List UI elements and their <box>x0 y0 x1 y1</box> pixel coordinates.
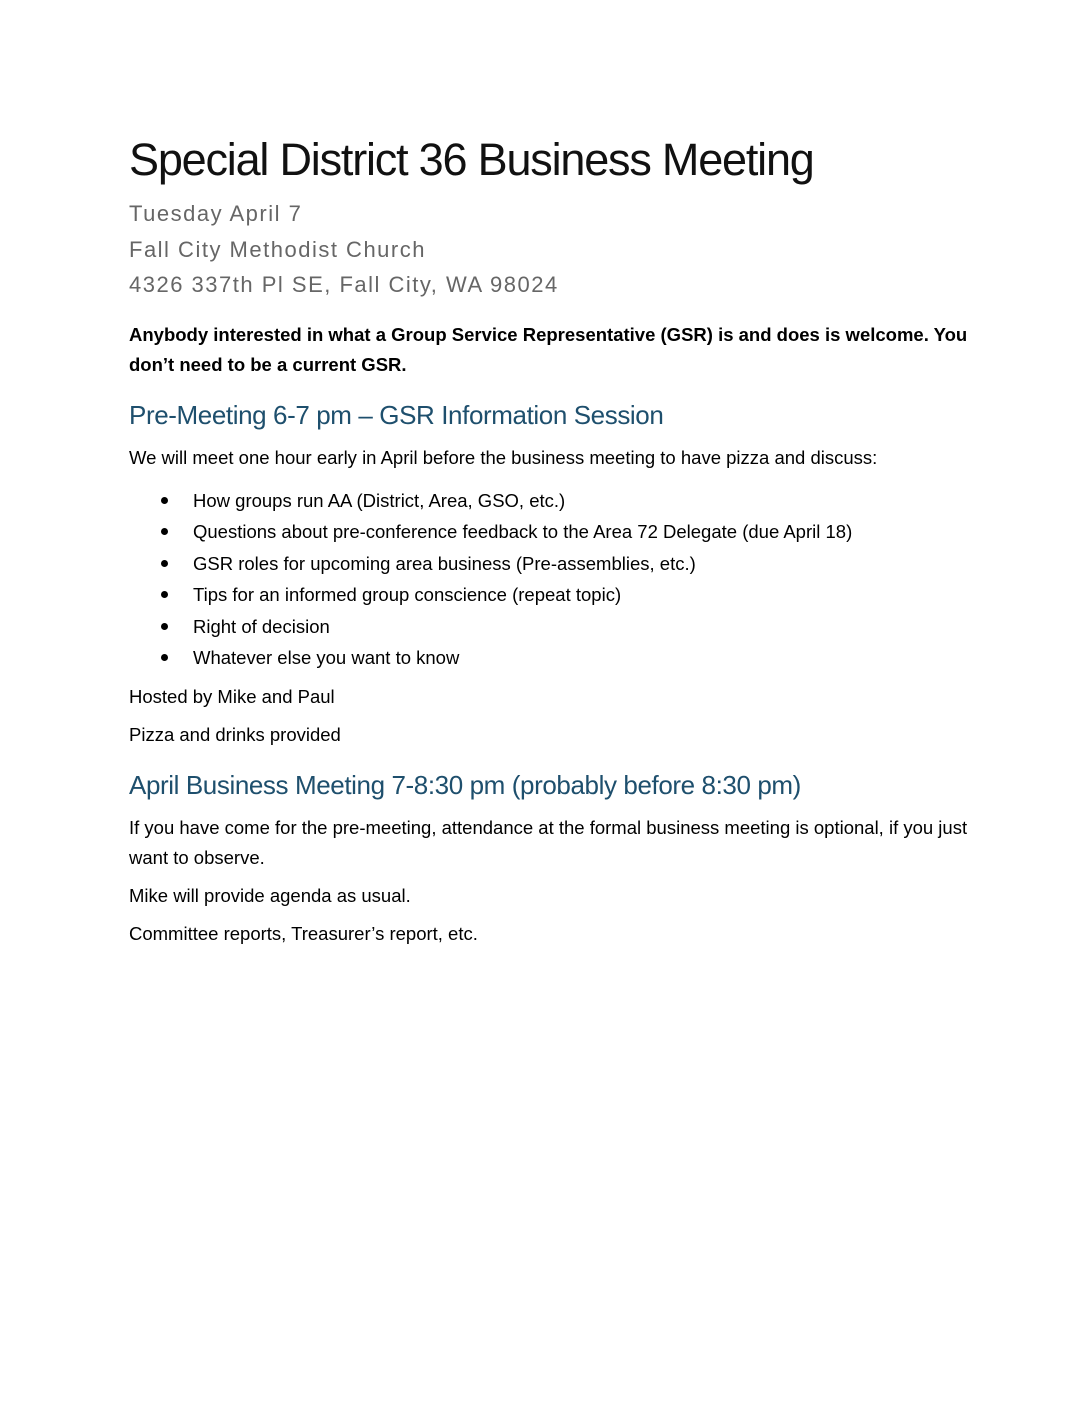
event-venue: Fall City Methodist Church <box>129 236 426 262</box>
bullet-icon <box>161 497 168 504</box>
bullet-icon <box>161 623 168 630</box>
event-details <box>129 196 969 303</box>
business-paragraph: Mike will provide agenda as usual. <box>129 884 411 906</box>
bullet-icon <box>161 560 168 567</box>
document-title: Special District 36 Business Meeting <box>129 134 814 185</box>
bullet-icon <box>161 528 168 535</box>
intro-paragraph: Anybody interested in what a Group Service Representative (GSR) is and does is welcome. You don’t need to be a current GSR. <box>129 323 968 375</box>
event-date: Tuesday April 7 <box>129 201 303 226</box>
list-item: Questions about pre-conference feedback to the Area 72 Delegate (due April 18) <box>129 516 969 548</box>
list-item: Whatever else you want to know <box>129 642 969 674</box>
topic-list <box>129 485 969 674</box>
premeeting-intro: We will meet one hour early in April before the business meeting to have pizza and discuss: <box>129 446 878 468</box>
bullet-icon <box>161 654 168 661</box>
pizza-note: Pizza and drinks provided <box>129 723 341 745</box>
list-item: How groups run AA (District, Area, GSO, etc.) <box>129 485 969 517</box>
list-item: Tips for an informed group conscience (repeat topic) <box>129 579 969 611</box>
hosted-by: Hosted by Mike and Paul <box>129 685 335 707</box>
business-paragraph: If you have come for the pre-meeting, attendance at the formal business meeting is optional, if you just want to observe. <box>129 816 968 868</box>
list-item: Right of decision <box>129 611 969 643</box>
event-address: 4326 337th Pl SE, Fall City, WA 98024 <box>129 272 559 297</box>
list-item: GSR roles for upcoming area business (Pre-assemblies, etc.) <box>129 548 969 580</box>
business-paragraph: Committee reports, Treasurer’s report, etc. <box>129 922 478 944</box>
business-heading: April Business Meeting 7-8:30 pm (probably before 8:30 pm) <box>129 769 801 800</box>
premeeting-heading: Pre-Meeting 6-7 pm – GSR Information Session <box>129 399 664 430</box>
bullet-icon <box>161 591 168 598</box>
document-body <box>129 128 969 949</box>
